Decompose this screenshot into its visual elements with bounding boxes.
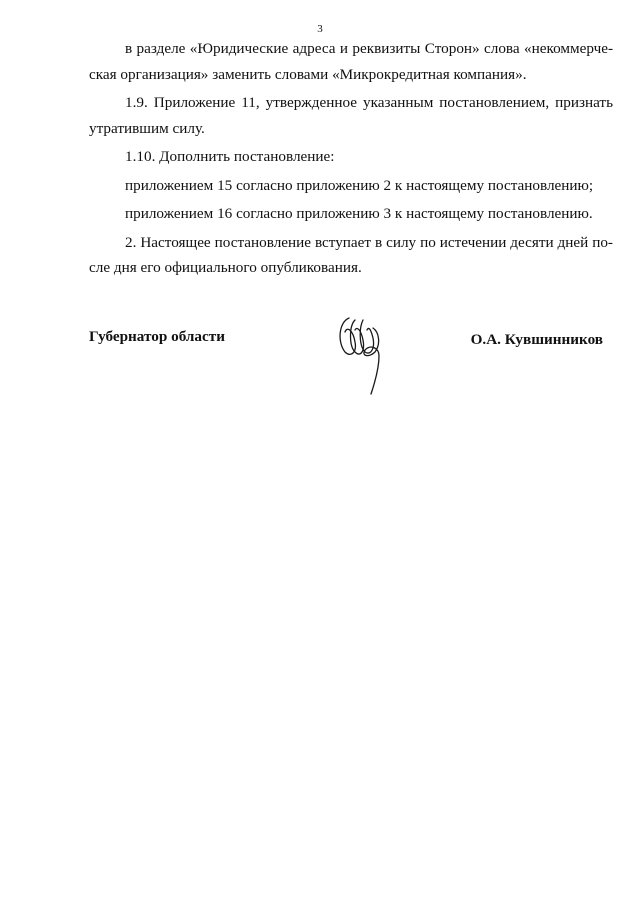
paragraph-line: сле дня его официального опубликования. [89,259,362,276]
paragraph-line: 1.9. Приложение 11, утвержденное указанным постановлением, признать [125,94,613,111]
paragraph-line: 2. Настоящее постановление вступает в силу по истечении десяти дней по- [125,233,613,251]
paragraph-line: приложением 16 согласно приложению 3 к настоящему постановлению. [125,205,593,222]
signer-title: Губернатор области [89,328,225,345]
signer-name: О.А. Кувшинников [470,331,603,348]
paragraph-line: приложением 15 согласно приложению 2 к настоящему постановлению; [125,176,594,194]
document-body [89,36,613,281]
page-number: 3 [317,23,323,35]
paragraph-line: 1.10. Дополнить постановление: [125,148,335,165]
paragraph-line: в разделе «Юридические адреса и реквизиты Сторон» слова «некоммерче- [125,40,613,57]
paragraph-line: ская организация» заменить словами «Микрокредитная компания». [89,65,527,83]
paragraph-line: утратившим силу. [89,119,205,137]
signature-icon [335,308,395,400]
